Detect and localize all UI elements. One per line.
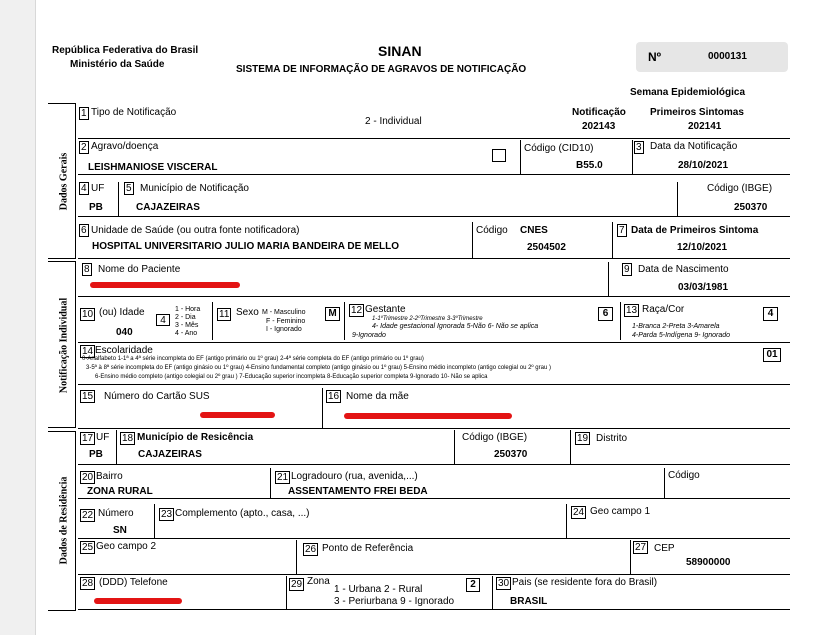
field-6-number: 6 [81, 225, 87, 236]
field-30-value: BRASIL [510, 596, 548, 607]
row-line [78, 216, 790, 217]
divider [270, 468, 271, 498]
field-16-number: 16 [328, 391, 340, 402]
field-28-number: 28 [82, 578, 94, 589]
field-3-label: Data da Notificação [650, 141, 738, 152]
field-11-number: 11 [219, 309, 230, 320]
field-2-checkbox[interactable] [492, 149, 506, 162]
field-1-value: 2 - Individual [365, 116, 422, 127]
ministry-label: Ministério da Saúde [70, 59, 165, 70]
field-29-label: Zona [307, 576, 330, 587]
row-line [78, 498, 790, 499]
field-19-label: Distrito [596, 433, 628, 444]
field-17-number: 17 [82, 433, 94, 444]
field-18-number: 18 [122, 433, 134, 444]
divider [322, 388, 323, 428]
row-line [78, 464, 790, 465]
age-unit-option: 4 - Ano [175, 330, 198, 337]
field-10-label: (ou) Idade [99, 307, 145, 318]
divider [630, 540, 631, 574]
field-7-number: 7 [619, 225, 625, 236]
field-13-label: Raça/Cor [642, 304, 685, 315]
row-line [78, 538, 790, 539]
week-label: Semana Epidemiológica [630, 87, 746, 98]
field-13-value-box[interactable]: 4 [763, 307, 778, 321]
field-4-number: 4 [81, 183, 87, 194]
sex-option: I - Ignorado [266, 326, 302, 333]
age-unit-option: 1 - Hora [175, 306, 201, 313]
divider [472, 222, 473, 258]
field-2-code-label: Código (CID10) [524, 143, 594, 154]
field-27-label: CEP [654, 543, 675, 554]
field-2-number: 2 [81, 142, 87, 153]
field-9-number: 9 [624, 264, 630, 275]
field-4-value: PB [89, 202, 103, 213]
divider [212, 302, 213, 340]
row-line [78, 138, 790, 139]
field-11-value-box[interactable]: M [325, 307, 340, 321]
field-19-number: 19 [577, 433, 589, 444]
field-5-label: Município de Notificação [140, 183, 249, 194]
field-26-number: 26 [305, 544, 317, 555]
field-8-label: Nome do Paciente [98, 264, 181, 275]
section-individual-title: Notificação Individual [58, 297, 70, 394]
field-15-label: Número do Cartão SUS [104, 391, 210, 402]
row-line [78, 174, 790, 175]
field-30-label: Pais (se residente fora do Brasil) [512, 577, 658, 588]
section-general-title: Dados Gerais [58, 152, 70, 211]
system-subtitle: SISTEMA DE INFORMAÇÃO DE AGRAVOS DE NOTIFICAÇÃO [236, 64, 527, 75]
age-unit-option: 2 - Dia [175, 314, 196, 321]
field-18-code-label: Código (IBGE) [462, 432, 528, 443]
redaction-mother-name [344, 413, 512, 419]
left-gutter [0, 0, 35, 635]
pregnancy-options: 4- Idade gestacional Ignorada 5-Não 6- Não se aplica [372, 323, 539, 330]
divider [296, 540, 297, 574]
field-3-value: 28/10/2021 [678, 160, 729, 171]
row-line [78, 258, 790, 259]
sex-option: M - Masculino [262, 309, 306, 316]
race-options: 1-Branca 2-Preta 3-Amarela [632, 323, 720, 330]
field-21-code-label: Código [668, 470, 700, 481]
education-options: 0-Analfabeto 1-1ª a 4ª série incompleta do EF (antigo primário ou 1º grau) 2-4ª série completa do EF (antigo primário ou 1º grau) [82, 356, 424, 362]
field-14-value-box[interactable]: 01 [763, 348, 781, 362]
zone-options: 1 - Urbana 2 - Rural [334, 584, 423, 595]
field-8-number: 8 [84, 264, 90, 275]
field-21-number: 21 [277, 472, 289, 483]
field-6-cnes-label: CNES [520, 225, 548, 236]
divider [620, 302, 621, 340]
education-options: 3-5ª à 8ª série incompleta do EF (antigo ginásio ou 1º grau) 4-Ensino fundamental completo (antigo ginásio ou 1º grau) 5-Ensino médio incompleto (antigo colegial ou 2º grau ) [86, 365, 551, 371]
field-18-value: CAJAZEIRAS [138, 449, 202, 460]
field-17-label: UF [96, 432, 110, 443]
field-2-label: Agravo/doença [91, 141, 159, 152]
field-6-code-value: 2504502 [527, 242, 566, 253]
field-1-number: 1 [81, 108, 87, 119]
field-14-number: 14 [82, 346, 94, 357]
field-23-label: Complemento (apto., casa, ...) [175, 508, 310, 519]
divider [664, 468, 665, 498]
system-title: SINAN [378, 43, 422, 59]
field-6-value: HOSPITAL UNIVERSITARIO JULIO MARIA BANDEIRA DE MELLO [92, 241, 400, 252]
row-line [78, 342, 790, 343]
divider [677, 182, 678, 216]
field-18-code-value: 250370 [494, 449, 528, 460]
row-line [78, 609, 790, 610]
field-22-label: Número [98, 508, 134, 519]
field-12-number: 12 [351, 305, 363, 316]
field-5-code-value: 250370 [734, 202, 768, 213]
field-16-label: Nome da mãe [346, 391, 409, 402]
divider [116, 430, 117, 464]
row-line [78, 296, 790, 297]
field-22-value: SN [113, 525, 127, 536]
divider [286, 576, 287, 610]
divider [454, 430, 455, 464]
redaction-patient-name [90, 282, 240, 288]
field-21-label: Logradouro (rua, avenida,...) [291, 471, 418, 482]
row-line [78, 428, 790, 429]
field-22-number: 22 [82, 510, 94, 521]
field-2-value: LEISHMANIOSE VISCERAL [88, 162, 218, 173]
divider [570, 430, 571, 464]
redaction-telephone [94, 598, 182, 604]
education-options: 6-Ensino médio completo (antigo colegial ou 2º grau ) 7-Educação superior incompleta 8-Educação superior completa 9-Ignorado 10- Não se aplica [95, 374, 488, 380]
field-4-label: UF [91, 183, 105, 194]
field-21-value: ASSENTAMENTO FREI BEDA [288, 486, 428, 497]
field-12-value-box[interactable]: 6 [598, 307, 613, 321]
field-6-code-label: Código [476, 225, 508, 236]
age-unit-option: 3 - Mês [175, 322, 199, 329]
field-30-number: 30 [498, 578, 510, 589]
divider [344, 302, 345, 340]
divider [154, 504, 155, 538]
field-12-label: Gestante [365, 304, 406, 315]
zone-options: 3 - Periurbana 9 - Ignorado [334, 596, 455, 607]
field-25-label: Geo campo 2 [96, 541, 157, 552]
field-9-value: 03/03/1981 [678, 282, 729, 293]
race-options: 4-Parda 5-Indígena 9- Ignorado [632, 332, 731, 339]
divider [632, 140, 633, 174]
field-7-label: Data de Primeiros Sintoma [631, 225, 759, 236]
notification-number: 0000131 [708, 51, 747, 62]
week-notif-label: Notificação [572, 107, 626, 118]
pregnancy-options: 1-1ºTrimestre 2-2ºTrimestre 3-3ºTrimestre [372, 316, 483, 322]
field-6-label: Unidade de Saúde (ou outra fonte notificadora) [91, 225, 300, 236]
divider [118, 182, 119, 216]
number-label: Nº [648, 50, 662, 64]
field-26-label: Ponto de Referência [322, 543, 414, 554]
redaction-sus-card [200, 412, 275, 418]
field-27-number: 27 [635, 542, 647, 553]
field-27-value: 58900000 [686, 557, 731, 568]
field-10-number: 10 [82, 309, 94, 320]
divider [492, 576, 493, 610]
field-2-code-value: B55.0 [576, 160, 603, 171]
left-gutter-border [35, 0, 36, 635]
field-17-value: PB [89, 449, 103, 460]
week-notif-value: 202143 [582, 121, 616, 132]
field-3-number: 3 [636, 142, 642, 153]
field-25-number: 25 [82, 542, 94, 553]
field-18-label: Município de Resicência [137, 432, 254, 443]
field-1-label: Tipo de Notificação [91, 107, 177, 118]
field-10-unit-box[interactable]: 4 [156, 314, 170, 326]
row-line [78, 574, 790, 575]
divider [608, 262, 609, 296]
field-13-number: 13 [626, 305, 638, 316]
week-symptoms-value: 202141 [688, 121, 722, 132]
republic-label: República Federativa do Brasil [52, 45, 199, 56]
week-symptoms-label: Primeiros Sintomas [650, 107, 744, 118]
field-24-number: 24 [573, 507, 585, 518]
field-14-label: Escolaridade [95, 345, 153, 356]
field-5-number: 5 [126, 183, 132, 194]
field-28-label: (DDD) Telefone [99, 577, 168, 588]
divider [566, 504, 567, 538]
field-24-label: Geo campo 1 [590, 506, 651, 517]
section-residence-title: Dados de Residência [58, 476, 70, 565]
sex-option: F - Feminino [266, 318, 306, 325]
pregnancy-options: 9-Ignorado [352, 332, 386, 339]
field-20-label: Bairro [96, 471, 123, 482]
field-5-code-label: Código (IBGE) [707, 183, 773, 194]
divider [612, 222, 613, 258]
field-9-label: Data de Nascimento [638, 264, 729, 275]
field-20-value: ZONA RURAL [87, 486, 153, 497]
field-5-value: CAJAZEIRAS [136, 202, 200, 213]
divider [520, 140, 521, 174]
field-15-number: 15 [82, 391, 94, 402]
field-20-number: 20 [82, 472, 94, 483]
row-line [78, 384, 790, 385]
field-29-value-box[interactable]: 2 [466, 578, 480, 592]
field-7-value: 12/10/2021 [677, 242, 728, 253]
field-10-value: 040 [116, 327, 133, 338]
field-23-number: 23 [161, 509, 173, 520]
field-29-number: 29 [291, 579, 303, 590]
field-11-label: Sexo [236, 307, 259, 318]
